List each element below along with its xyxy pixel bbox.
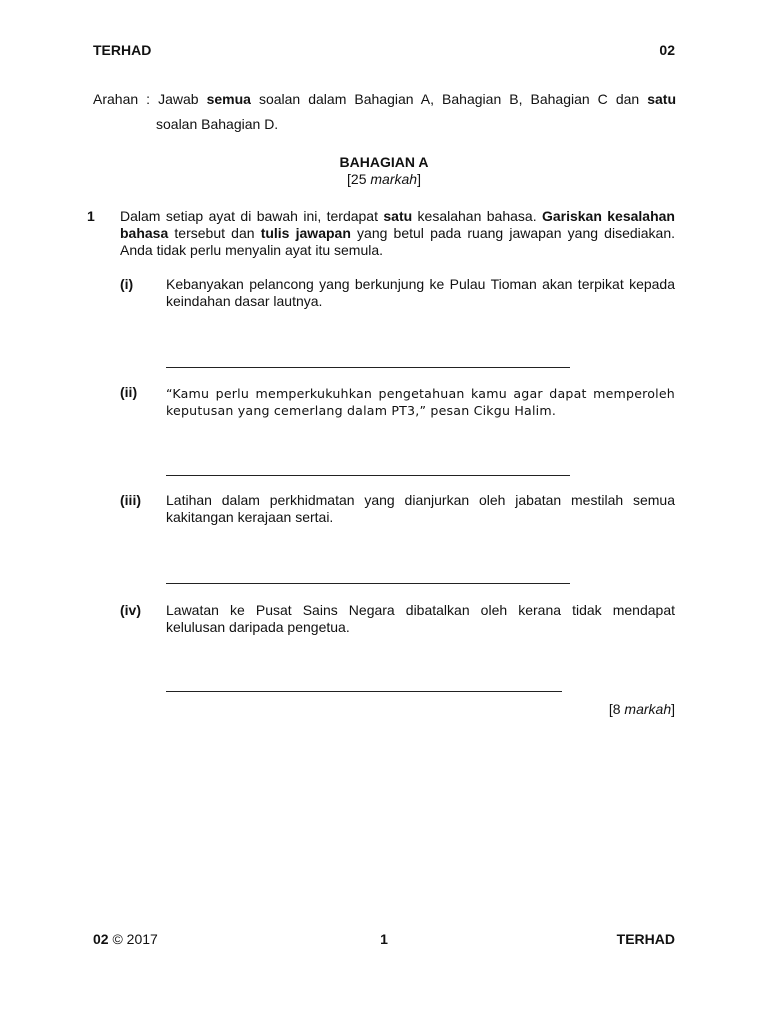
- instructions: [93, 87, 676, 137]
- item-label-iv: (iv): [120, 602, 141, 618]
- item-text-iv: Lawatan ke Pusat Sains Negara dibatalkan oleh kerana tidak mendapat kelulusan daripada pengetua.: [166, 602, 675, 635]
- header-classification: TERHAD: [93, 42, 152, 58]
- section-heading: [0, 154, 768, 188]
- question-number: 1: [87, 208, 95, 224]
- item-text-ii: “Kamu perlu memperkukuhkan pengetahuan kamu agar dapat memperoleh keputusan yang cemerlang dalam PT3,” pesan Cikgu Halim.: [166, 386, 675, 418]
- answer-line-iv[interactable]: [166, 691, 562, 692]
- answer-line-i[interactable]: [166, 367, 570, 368]
- section-marks: [25 markah]: [347, 171, 421, 187]
- page-number: 1: [380, 931, 388, 947]
- section-title: BAHAGIAN A: [339, 154, 429, 170]
- instructions-line-2: soalan Bahagian D.: [156, 116, 279, 132]
- answer-line-ii[interactable]: [166, 475, 570, 476]
- header-paper-code: 02: [659, 42, 675, 58]
- instructions-line-1: Arahan : Jawab semua soalan dalam Bahagian A, Bahagian B, Bahagian C dan satu: [93, 91, 676, 107]
- item-text-iii: Latihan dalam perkhidmatan yang dianjurkan oleh jabatan mestilah semua kakitangan kerajaan sertai.: [166, 492, 675, 525]
- footer-classification: TERHAD: [616, 931, 675, 947]
- question-instruction: Dalam setiap ayat di bawah ini, terdapat satu kesalahan bahasa. Gariskan kesalahan bahasa tersebut dan tulis jawapan yang betul pada ruang jawapan yang disediakan. Anda tidak perlu menyalin ayat itu semula.: [120, 208, 675, 258]
- item-label-ii: (ii): [120, 384, 138, 400]
- question-marks: [8 markah]: [608, 701, 675, 717]
- footer-copyright: 02 © 2017: [93, 931, 158, 947]
- answer-line-iii[interactable]: [166, 583, 570, 584]
- item-label-i: (i): [120, 276, 134, 292]
- item-label-iii: (iii): [120, 492, 141, 508]
- item-text-i: Kebanyakan pelancong yang berkunjung ke Pulau Tioman akan terpikat kepada keindahan dasar lautnya.: [166, 276, 675, 309]
